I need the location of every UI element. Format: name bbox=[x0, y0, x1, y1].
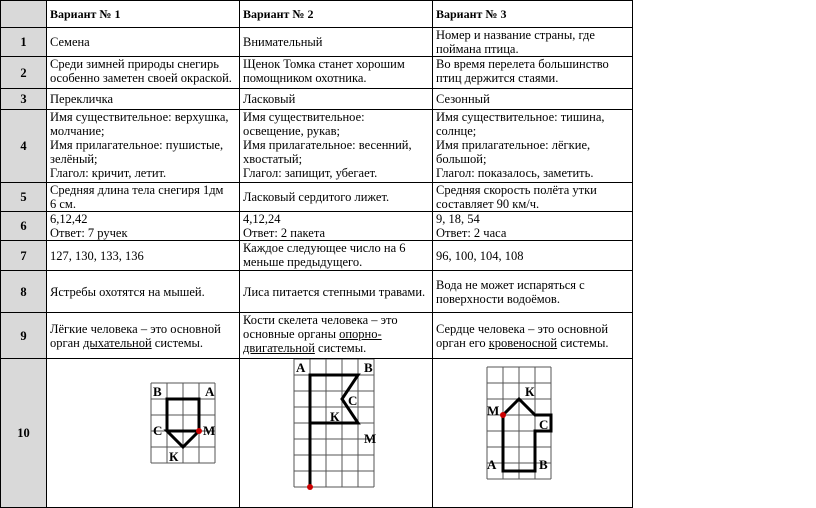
point-label: С bbox=[348, 393, 358, 408]
point-marker bbox=[307, 484, 313, 490]
cell-variant-3: Сердце человека – это основной орган его кровеносной системы. bbox=[433, 313, 633, 359]
table-row bbox=[1, 313, 633, 359]
point-label: К bbox=[330, 409, 340, 424]
header-variant-3: Вариант № 3 bbox=[433, 1, 633, 28]
table-row bbox=[1, 110, 633, 183]
table-row bbox=[1, 183, 633, 212]
cell-variant-2: Имя существительное: освещение, рукав; Имя прилагательное: весенний, хвостатый; Глагол: запищит, убегает. bbox=[240, 110, 433, 183]
cell-variant-3: 96, 100, 104, 108 bbox=[433, 241, 633, 271]
cell-variant-1: 127, 130, 133, 136 bbox=[47, 241, 240, 271]
cell-variant-1: Имя существительное: верхушка, молчание; Имя прилагательное: пушистые, зелёный; Глагол: кричит, летит. bbox=[47, 110, 240, 183]
row-number: 7 bbox=[1, 241, 47, 271]
cell-variant-1: 6,12,42 Ответ: 7 ручек bbox=[47, 212, 240, 241]
cell-variant-1: Среди зимней природы снегирь особенно заметен своей окраской. bbox=[47, 57, 240, 89]
point-label: А bbox=[296, 360, 306, 375]
row-number: 5 bbox=[1, 183, 47, 212]
cell-variant-1-figure bbox=[47, 359, 240, 508]
point-label: С bbox=[539, 417, 549, 432]
cell-variant-2: Лиса питается степными травами. bbox=[240, 271, 433, 313]
cell-variant-1: Ястребы охотятся на мышей. bbox=[47, 271, 240, 313]
point-label: В bbox=[153, 384, 162, 399]
cell-variant-1: Средняя длина тела снегиря 1дм 6 см. bbox=[47, 183, 240, 212]
row-number: 3 bbox=[1, 89, 47, 110]
row-number: 6 bbox=[1, 212, 47, 241]
point-label: М bbox=[487, 403, 500, 418]
cell-variant-2: Щенок Томка станет хорошим помощником охотника. bbox=[240, 57, 433, 89]
cell-variant-2: Внимательный bbox=[240, 28, 433, 57]
point-label: М bbox=[203, 423, 216, 438]
header-variant-2: Вариант № 2 bbox=[240, 1, 433, 28]
point-label: К bbox=[169, 449, 179, 464]
cell-variant-1: Семена bbox=[47, 28, 240, 57]
cell-variant-3: Средняя скорость полёта утки составляет 90 км/ч. bbox=[433, 183, 633, 212]
cell-variant-2: 4,12,24 Ответ: 2 пакета bbox=[240, 212, 433, 241]
point-marker bbox=[196, 428, 202, 434]
table-row bbox=[1, 241, 633, 271]
cell-variant-3: Во время перелета большинство птиц держится стаями. bbox=[433, 57, 633, 89]
table-row bbox=[1, 89, 633, 110]
point-label: А bbox=[205, 384, 215, 399]
point-label: К bbox=[525, 384, 535, 399]
row-number: 4 bbox=[1, 110, 47, 183]
row-number: 2 bbox=[1, 57, 47, 89]
point-label: М bbox=[364, 431, 377, 446]
cell-variant-1: Лёгкие человека – это основной орган дыхательной системы. bbox=[47, 313, 240, 359]
grid-figure-1 bbox=[47, 359, 239, 504]
table-row bbox=[1, 212, 633, 241]
corner-cell bbox=[1, 1, 47, 28]
point-label: В bbox=[364, 360, 373, 375]
point-marker bbox=[500, 412, 506, 418]
row-number: 1 bbox=[1, 28, 47, 57]
table-row bbox=[1, 359, 633, 508]
table-row bbox=[1, 271, 633, 313]
table-row bbox=[1, 28, 633, 57]
row-number: 10 bbox=[1, 359, 47, 508]
table-row bbox=[1, 57, 633, 89]
cell-variant-1: Перекличка bbox=[47, 89, 240, 110]
grid-figure-3 bbox=[433, 359, 632, 504]
grid-figure-2 bbox=[240, 359, 432, 504]
cell-variant-3: Сезонный bbox=[433, 89, 633, 110]
header-row bbox=[1, 1, 633, 28]
point-label: В bbox=[539, 457, 548, 472]
cell-variant-3: Вода не может испаряться с поверхности водоёмов. bbox=[433, 271, 633, 313]
cell-variant-2-figure bbox=[240, 359, 433, 508]
cell-variant-2: Ласковый сердитого лижет. bbox=[240, 183, 433, 212]
point-label: А bbox=[487, 457, 497, 472]
cell-variant-2: Кости скелета человека – это основные органы опорно- двигательной системы. bbox=[240, 313, 433, 359]
cell-variant-2: Каждое следующее число на 6 меньше предыдущего. bbox=[240, 241, 433, 271]
header-variant-1: Вариант № 1 bbox=[47, 1, 240, 28]
cell-variant-3-figure bbox=[433, 359, 633, 508]
cell-variant-3: Номер и название страны, где поймана птица. bbox=[433, 28, 633, 57]
cell-variant-3: Имя существительное: тишина, солнце; Имя прилагательное: лёгкие, большой; Глагол: показалось, заметить. bbox=[433, 110, 633, 183]
cell-variant-3: 9, 18, 54 Ответ: 2 часа bbox=[433, 212, 633, 241]
point-label: С bbox=[153, 423, 163, 438]
row-number: 9 bbox=[1, 313, 47, 359]
row-number: 8 bbox=[1, 271, 47, 313]
cell-variant-2: Ласковый bbox=[240, 89, 433, 110]
